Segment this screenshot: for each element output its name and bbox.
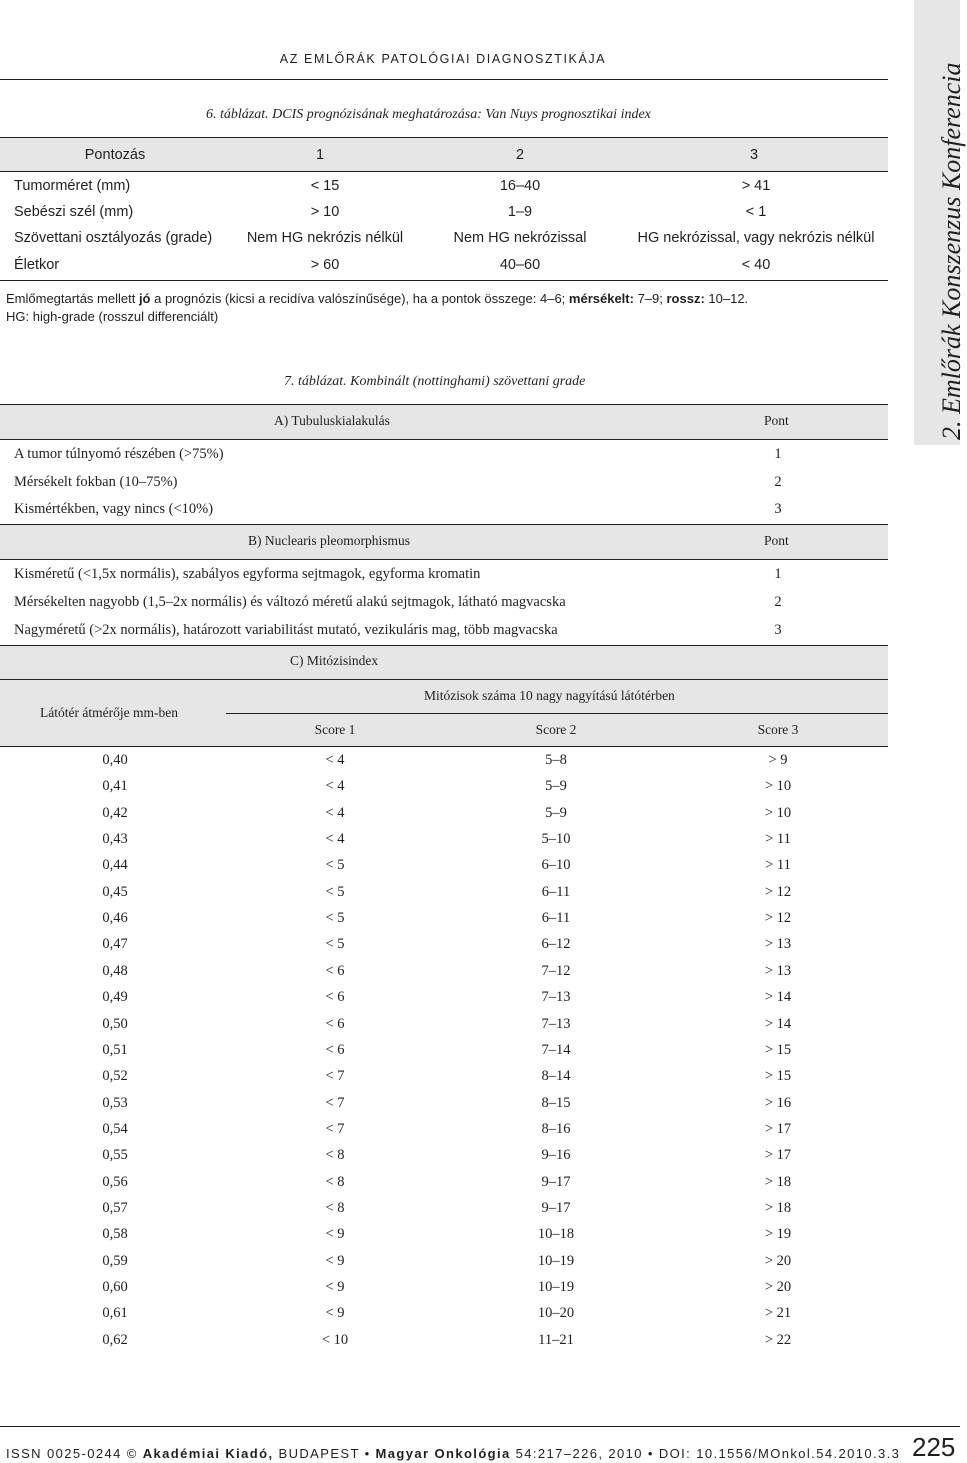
- score2-cell: 5–8: [545, 752, 567, 768]
- score2-cell: 7–14: [541, 1041, 571, 1058]
- score1-cell: < 5: [325, 883, 345, 900]
- mitosis-score3-header: Score 3: [757, 722, 799, 737]
- score3-cell: > 17: [764, 1120, 792, 1137]
- table6-cell: < 15: [310, 178, 340, 194]
- table6-cell: 40–60: [499, 257, 541, 273]
- table6-cell: > 10: [310, 204, 340, 220]
- table6-cell: < 1: [745, 204, 767, 220]
- score2-cell: 6–11: [541, 910, 571, 927]
- score3-cell: > 11: [765, 831, 791, 848]
- field-diameter-cell: 0,40: [102, 752, 128, 768]
- section-a-title: A) Tubuluskialakulás: [274, 413, 390, 428]
- score3-cell: > 15: [764, 1041, 792, 1058]
- mitosis-row: [0, 778, 888, 802]
- field-diameter-cell: 0,45: [102, 883, 128, 900]
- table6-row-label: Sebészi szél (mm): [14, 204, 134, 220]
- score2-cell: 7–13: [541, 1015, 571, 1032]
- score3-cell: > 12: [764, 883, 792, 900]
- sidebar-label: 2. Emlőrák Konszenzus Konferencia: [937, 62, 966, 440]
- header-rule: [0, 79, 888, 80]
- table6-header-col3: 3: [749, 147, 759, 163]
- score1-cell: < 8: [325, 1173, 345, 1190]
- note-text: 10–12.: [704, 291, 749, 306]
- mitosis-subheader-rule: [226, 713, 888, 714]
- tubule-row-label: A tumor túlnyomó részében (>75%): [14, 446, 224, 462]
- mitosis-row: [0, 910, 888, 934]
- score3-cell: > 14: [764, 989, 792, 1006]
- score1-cell: < 10: [321, 1331, 349, 1348]
- table6-note-hg: HG: high-grade (rosszul differenciált): [6, 309, 219, 324]
- score1-cell: < 7: [325, 1068, 345, 1085]
- score2-cell: 7–12: [541, 962, 571, 979]
- section-c-title: C) Mitózisindex: [290, 653, 379, 668]
- mitosis-row: [0, 1253, 888, 1277]
- score2-cell: 8–15: [541, 1094, 571, 1111]
- score3-cell: > 18: [764, 1173, 792, 1190]
- field-diameter-cell: 0,41: [102, 778, 128, 795]
- tubule-row-label: Mérsékelt fokban (10–75%): [14, 474, 178, 490]
- field-diameter-cell: 0,62: [102, 1331, 128, 1348]
- mitosis-row: [0, 1147, 888, 1171]
- section-b-title: B) Nuclearis pleomorphismus: [248, 533, 410, 548]
- score1-cell: < 5: [325, 857, 345, 874]
- section-b-top-rule: [0, 524, 888, 525]
- running-header: AZ EMLŐRÁK PATOLÓGIAI DIAGNOSZTIKÁJA: [279, 52, 607, 66]
- tubule-row-label: Kismértékben, vagy nincs (<10%): [14, 501, 214, 517]
- score1-cell: < 4: [325, 752, 345, 768]
- note-bad-label: rossz:: [666, 291, 705, 306]
- footer-reference: 54:217–226, 2010 • DOI: 10.1556/MOnkol.54.2010.3.3: [510, 1446, 901, 1461]
- score1-cell: < 5: [325, 910, 345, 927]
- field-diameter-cell: 0,47: [102, 936, 128, 953]
- note-good-label: jó: [138, 291, 151, 306]
- score1-cell: < 6: [325, 1015, 345, 1032]
- score2-cell: 10–20: [537, 1305, 575, 1322]
- score3-cell: > 17: [764, 1147, 792, 1164]
- table6-header-scoring: Pontozás: [84, 147, 146, 163]
- score3-cell: > 13: [764, 936, 792, 953]
- mitosis-row: [0, 857, 888, 881]
- mitosis-row: [0, 805, 888, 829]
- field-diameter-cell: 0,43: [102, 831, 128, 848]
- field-diameter-cell: 0,57: [102, 1199, 128, 1216]
- mitosis-row: [0, 831, 888, 855]
- mitosis-row: [0, 1226, 888, 1250]
- pleomorphism-row-label: Nagyméretű (>2x normális), határozott variabilitást mutató, vezikuláris mag, több magvacska: [14, 622, 558, 638]
- note-moderate-label: mérsékelt:: [568, 291, 634, 306]
- section-b-header-rule: [0, 559, 888, 560]
- score2-cell: 7–13: [541, 989, 571, 1006]
- score1-cell: < 4: [325, 778, 345, 795]
- pleomorphism-row-points: 3: [774, 622, 782, 638]
- table6-cell: < 40: [741, 257, 771, 273]
- footer-citation: [6, 1446, 900, 1461]
- score2-cell: 11–21: [538, 1331, 574, 1348]
- field-diameter-cell: 0,42: [102, 804, 128, 821]
- table6-cell: HG nekrózissal, vagy nekrózis nélkül: [637, 230, 875, 246]
- table6-top-rule: [0, 137, 888, 138]
- table6-cell: Nem HG nekrózis nélkül: [246, 230, 404, 246]
- score1-cell: < 4: [325, 804, 345, 821]
- note-text: a prognózis (kicsi a recidíva valószínűsége), ha a pontok összege: 4–6;: [150, 291, 569, 306]
- score2-cell: 6–11: [541, 883, 571, 900]
- mitosis-row: [0, 752, 888, 776]
- section-a-points-header: Pont: [764, 413, 789, 428]
- mitosis-row: [0, 1095, 888, 1119]
- table6-header-col1: 1: [315, 147, 325, 163]
- score3-cell: > 20: [764, 1279, 792, 1295]
- field-diameter-cell: 0,52: [102, 1068, 128, 1085]
- score2-cell: 9–17: [541, 1173, 571, 1190]
- mitosis-row: [0, 963, 888, 987]
- score3-cell: > 14: [764, 1015, 792, 1032]
- score1-cell: < 6: [325, 962, 345, 979]
- score1-cell: < 7: [325, 1120, 345, 1137]
- section-a-header-rule: [0, 439, 888, 440]
- table6-cell: > 41: [741, 178, 771, 194]
- field-diameter-cell: 0,61: [102, 1305, 128, 1322]
- note-text: Emlőmegtartás mellett: [6, 291, 139, 306]
- score3-cell: > 20: [764, 1252, 792, 1269]
- field-diameter-cell: 0,53: [102, 1094, 128, 1111]
- pleomorphism-row-points: 1: [774, 566, 782, 582]
- table6-cell: 1–9: [507, 204, 533, 220]
- score2-cell: 10–19: [537, 1252, 575, 1269]
- field-diameter-cell: 0,50: [102, 1015, 128, 1032]
- score2-cell: 6–12: [541, 936, 571, 953]
- pleomorphism-row-points: 2: [774, 594, 782, 610]
- mitosis-row: [0, 1332, 888, 1356]
- score3-cell: > 15: [764, 1068, 792, 1085]
- score1-cell: < 4: [325, 831, 345, 848]
- score1-cell: < 9: [325, 1279, 345, 1295]
- field-diameter-cell: 0,60: [102, 1279, 128, 1295]
- page-number: 225: [912, 1432, 956, 1462]
- score3-cell: > 21: [764, 1305, 792, 1322]
- footer-publisher: Akadémiai Kiadó,: [142, 1446, 274, 1461]
- field-diameter-cell: 0,51: [102, 1041, 128, 1058]
- section-b-points-header: Pont: [764, 533, 789, 548]
- score2-cell: 9–16: [541, 1147, 571, 1164]
- score1-cell: < 6: [325, 1041, 345, 1058]
- mitosis-row: [0, 1016, 888, 1040]
- field-diameter-cell: 0,56: [102, 1173, 128, 1190]
- score1-cell: < 6: [325, 989, 345, 1006]
- mitosis-score2-header: Score 2: [535, 722, 577, 737]
- table6-row-label: Tumorméret (mm): [14, 178, 131, 194]
- mitosis-row: [0, 1068, 888, 1092]
- field-diameter-cell: 0,59: [102, 1252, 128, 1269]
- mitosis-row: [0, 1279, 888, 1303]
- score2-cell: 6–10: [541, 857, 571, 874]
- score3-cell: > 16: [764, 1094, 792, 1111]
- mitosis-row: [0, 884, 888, 908]
- score1-cell: < 8: [325, 1199, 345, 1216]
- score2-cell: 5–9: [545, 804, 567, 821]
- table6-header-rule: [0, 171, 888, 172]
- tubule-row-points: 1: [774, 446, 782, 462]
- score1-cell: < 8: [325, 1147, 345, 1164]
- score2-cell: 10–18: [537, 1226, 575, 1243]
- score3-cell: > 18: [764, 1199, 792, 1216]
- score1-cell: < 7: [325, 1094, 345, 1111]
- score3-cell: > 13: [764, 962, 792, 979]
- field-diameter-cell: 0,48: [102, 962, 128, 979]
- tubule-row-points: 3: [774, 501, 782, 517]
- pleomorphism-row-label: Kisméretű (<1,5x normális), szabályos egyforma sejtmagok, egyforma kromatin: [14, 566, 481, 582]
- score1-cell: < 5: [325, 936, 345, 953]
- score2-cell: 5–9: [545, 778, 567, 795]
- score3-cell: > 11: [765, 857, 791, 874]
- table6-row-label: Szövettani osztályozás (grade): [14, 230, 213, 246]
- score3-cell: > 10: [764, 804, 792, 821]
- footer-issn: ISSN 0025-0244 ©: [6, 1446, 143, 1461]
- score2-cell: 10–19: [537, 1279, 575, 1295]
- score1-cell: < 9: [325, 1252, 345, 1269]
- score2-cell: 8–14: [541, 1068, 571, 1085]
- mitosis-row: [0, 1042, 888, 1066]
- section-b-header-band: [0, 524, 888, 559]
- score3-cell: > 12: [764, 910, 792, 927]
- field-diameter-cell: 0,54: [102, 1120, 128, 1137]
- mitosis-row: [0, 936, 888, 960]
- pleomorphism-row-label: Mérsékelten nagyobb (1,5–2x normális) és változó méretű alakú sejtmagok, látható magvacska: [14, 594, 566, 610]
- mitosis-field-diameter-header: Látótér átmérője mm-ben: [40, 705, 178, 720]
- field-diameter-cell: 0,55: [102, 1147, 128, 1164]
- score2-cell: 9–17: [541, 1199, 571, 1216]
- table7-caption: 7. táblázat. Kombinált (nottinghami) szövettani grade: [284, 374, 586, 389]
- score3-cell: > 10: [764, 778, 792, 795]
- mitosis-header-rule: [0, 746, 888, 747]
- section-a-top-rule: [0, 404, 888, 405]
- table6-header-col2: 2: [515, 147, 525, 163]
- table6-cell: > 60: [310, 257, 340, 273]
- score2-cell: 8–16: [541, 1120, 571, 1137]
- table6-note-prognosis: [6, 291, 748, 306]
- section-c-top-rule: [0, 645, 888, 646]
- mitosis-row: [0, 1121, 888, 1145]
- score3-cell: > 19: [764, 1226, 792, 1243]
- section-c-title-band: [0, 645, 888, 679]
- footer-city: BUDAPEST •: [273, 1446, 376, 1461]
- section-a-header-band: [0, 404, 888, 439]
- score1-cell: < 9: [325, 1226, 345, 1243]
- score2-cell: 5–10: [541, 831, 571, 848]
- score1-cell: < 9: [325, 1305, 345, 1322]
- mitosis-row: [0, 1174, 888, 1198]
- footer-rule: [0, 1426, 960, 1427]
- table6-bottom-rule: [0, 280, 888, 281]
- field-diameter-cell: 0,58: [102, 1226, 128, 1243]
- table6-cell: 16–40: [499, 178, 541, 194]
- tubule-row-points: 2: [774, 474, 782, 490]
- score3-cell: > 22: [764, 1331, 792, 1348]
- field-diameter-cell: 0,46: [102, 910, 128, 927]
- mitosis-row: [0, 1200, 888, 1224]
- note-text: 7–9;: [633, 291, 667, 306]
- table6-cell: Nem HG nekrózissal: [453, 230, 587, 246]
- field-diameter-cell: 0,44: [102, 857, 128, 874]
- table6-row-label: Életkor: [14, 257, 60, 273]
- footer-journal: Magyar Onkológia: [375, 1446, 511, 1461]
- table6-caption: 6. táblázat. DCIS prognózisának meghatározása: Van Nuys prognosztikai index: [206, 107, 651, 122]
- mitosis-row: [0, 1305, 888, 1329]
- score3-cell: > 9: [768, 752, 788, 768]
- mitosis-score1-header: Score 1: [314, 722, 356, 737]
- mitosis-row: [0, 989, 888, 1013]
- mitosis-count-group-header: Mitózisok száma 10 nagy nagyítású látótérben: [424, 688, 675, 703]
- field-diameter-cell: 0,49: [102, 989, 128, 1006]
